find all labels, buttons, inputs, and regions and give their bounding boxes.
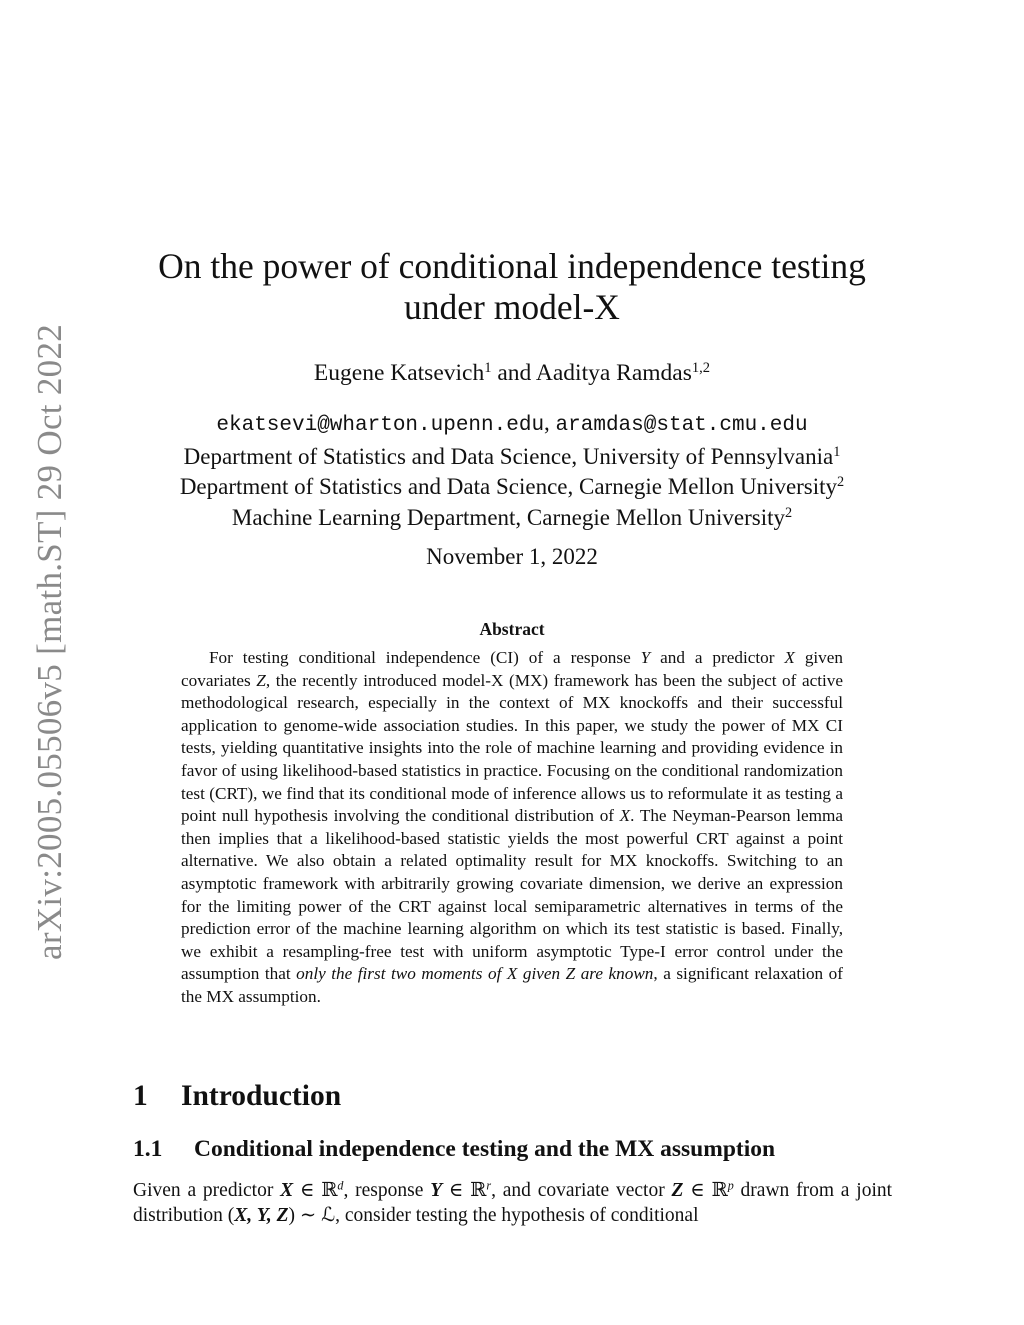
title-line-2: under model-X [404, 287, 620, 327]
section-number: 1 [133, 1080, 148, 1112]
paper-title [0, 246, 1024, 328]
abstract-heading: Abstract [479, 619, 545, 639]
arxiv-sidebar-stamp: arXiv:2005.05506v5 [math.ST] 29 Oct 2022 [30, 323, 69, 960]
email-line [0, 408, 1024, 442]
author-2: Aaditya Ramdas [535, 360, 692, 386]
subsection-title: Conditional independence testing and the MX assumption [194, 1136, 776, 1162]
title-line-1: On the power of conditional independence testing [158, 246, 866, 286]
author-list [0, 360, 1024, 387]
abstract-body: For testing conditional independence (CI) of a response Y and a predictor X given covariates Z, the recently introduced model-X (MX) framework has been the subject of active methodological research, especially in the context of MX knockoffs and their successful application to genome-wide association studies. In this paper, we study the power of MX CI tests, yielding quantitative insights into the role of machine learning and providing evidence in favor of using likelihood-based statistics in practice. Focusing on the conditional randomization test (CRT), we find that its conditional mode of inference allows us to reformulate it as testing a point null hypothesis involving the conditional distribution of X. The Neyman-Pearson lemma then implies that a likelihood-based statistic yields the most powerful CRT against a point alternative. We also obtain a related optimality result for MX knockoffs. Switching to an asymptotic framework with arbitrarily growing covariate dimension, we derive an expression for the limiting power of the CRT against local semiparametric alternatives in terms of the prediction error of the machine learning algorithm on which its test statistic is based. Finally, we exhibit a resampling-free test with uniform asymptotic Type-I error control under the assumption that only the first two moments of X given Z are known, a significant relaxation of the MX assumption. [181, 648, 844, 1006]
affiliation-block [0, 408, 1024, 533]
email-2[interactable]: aramdas@stat.cmu.edu [555, 414, 808, 437]
affiliation-3: Machine Learning Department, Carnegie Mellon University$^2$ [231, 504, 793, 530]
author-1: Eugene Katsevich [313, 360, 485, 386]
affiliation-1: Department of Statistics and Data Science, University of Pennsylvania$^1$ [183, 443, 841, 469]
affiliation-2: Department of Statistics and Data Science, Carnegie Mellon University$^2$ [179, 474, 845, 499]
email-separator: , [544, 410, 556, 435]
author-2-affil-mark: 1,2 [691, 360, 711, 376]
section-title: Introduction [181, 1080, 342, 1112]
paper-date: November 1, 2022 [426, 544, 598, 569]
email-1[interactable]: ekatsevi@wharton.upenn.edu [216, 414, 545, 437]
intro-paragraph: Given a predictor X ∈ ℝ$^d$, response Y ∈ ℝ$^r$, and covariate vector Z ∈ ℝ$^p$ drawn from a joint distribution (X, Y, Z) ∼ ℒ, consider testing the hypothesis of conditional [133, 1178, 893, 1226]
subsection-number: 1.1 [133, 1136, 163, 1162]
section-heading-introduction [133, 1080, 341, 1113]
author-1-affil-mark: 1 [484, 360, 492, 376]
subsection-heading [133, 1136, 775, 1163]
author-conjunction: and [491, 360, 536, 386]
